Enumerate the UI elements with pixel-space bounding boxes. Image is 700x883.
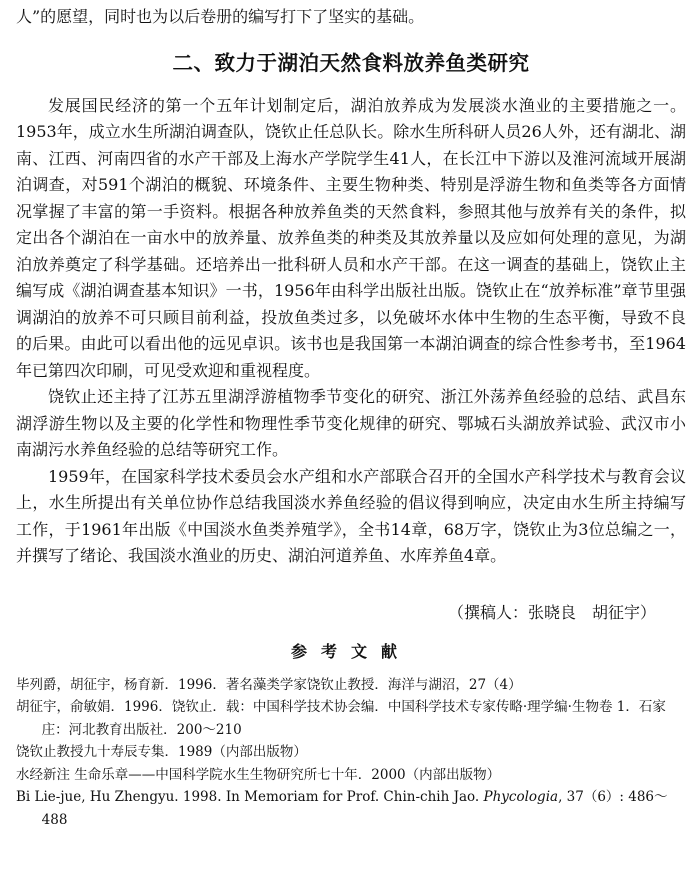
reference-en-details: , 37（6）: 486～488 <box>41 789 668 828</box>
authors-credit: （撰稿人：张晓良 胡征宇） <box>447 602 656 622</box>
section-title: 二、致力于湖泊天然食料放养鱼类研究 <box>172 50 530 75</box>
intro-line: 人”的愿望，同时也为以后卷册的编写打下了坚实的基础。 <box>16 7 425 26</box>
body-paragraph: 发展国民经济的第一个五年计划制定后，湖泊放养成为发展淡水渔业的主要措施之一。1953年，成立水生所湖泊调查队，饶钦止任总队长。除水生所科研人员26人外，还有湖北、湖南、江西、河南四省的水产干部及上海水产学院学生41人，在长江中下游以及淮河流域开展湖泊调查，对591个湖泊的概貌、环境条件、主要生物种类、特别是浮游生物和鱼类等各方面情况掌握了丰富的第一手资料。根据各种放养鱼类的天然食料，参照其他与放养有关的条件，拟定出各个湖泊在一亩水中的放养量、放养鱼类的种类及其放养量以及应如何处理的意见，为湖泊放养奠定了科学基础。还培养出一批科研人员和水产干部。在这一调查的基础上，饶钦止主编写成《湖泊调查基本知识》一书，1956年由科学出版社出版。饶钦止在“放养标准”章节里强调湖泊的放养不可只顾目前利益，投放鱼类过多，以免破坏水体中生物的生态平衡，导致不良的后果。由此可以看出他的远见卓识。该书也是我国第一本湖泊调查的综合性参考书，至1964年已第四次印刷，可见受欢迎和重视程度。 <box>16 95 686 380</box>
reference-en-authors: Bi Lie-jue, Hu Zhengyu. 1998. In Memoriam for Prof. Chin-chih Jao. <box>16 789 484 805</box>
body-paragraph: 1959年，在国家科学技术委员会水产组和水产部联合召开的全国水产科学技术与教育会议上，水生所提出有关单位协作总结我国淡水养鱼经验的倡议得到响应，决定由水生所主持编写工作，于1961年出版《中国淡水鱼类养殖学》，全书14章，68万字，饶钦止为3位总编之一，并撰写了绪论、我国淡水渔业的历史、湖泊河道养鱼、水库养鱼4章。 <box>16 466 686 565</box>
reference-item: 饶钦止教授九十寿辰专集．1989（内部出版物） <box>16 744 307 760</box>
section-body <box>16 93 686 570</box>
reference-item: 水经新注 生命乐章——中国科学院水生生物研究所七十年．2000（内部出版物） <box>16 766 501 783</box>
reference-item: 胡征宇，俞敏娟．1996．饶钦止．载：中国科学技术协会编．中国科学技术专家传略·理学编·生物卷 1．石家庄：河北教育出版社．200～210 <box>16 699 666 738</box>
references-list <box>16 674 686 832</box>
references-heading: 参考文献 <box>290 641 411 661</box>
reference-item-english <box>16 786 686 831</box>
reference-en-journal: Phycologia <box>483 789 559 805</box>
reference-item: 毕列爵，胡征宇，杨育新．1996．著名藻类学家饶钦止教授．海洋与湖沼，27（4） <box>16 676 522 693</box>
body-paragraph: 饶钦止还主持了江苏五里湖浮游植物季节变化的研究、浙江外荡养鱼经验的总结、武昌东湖浮游生物以及主要的化学性和物理性季节变化规律的研究、鄂城石头湖放养试验、武汉市小南湖污水养鱼经验的总结等研究工作。 <box>16 387 686 459</box>
